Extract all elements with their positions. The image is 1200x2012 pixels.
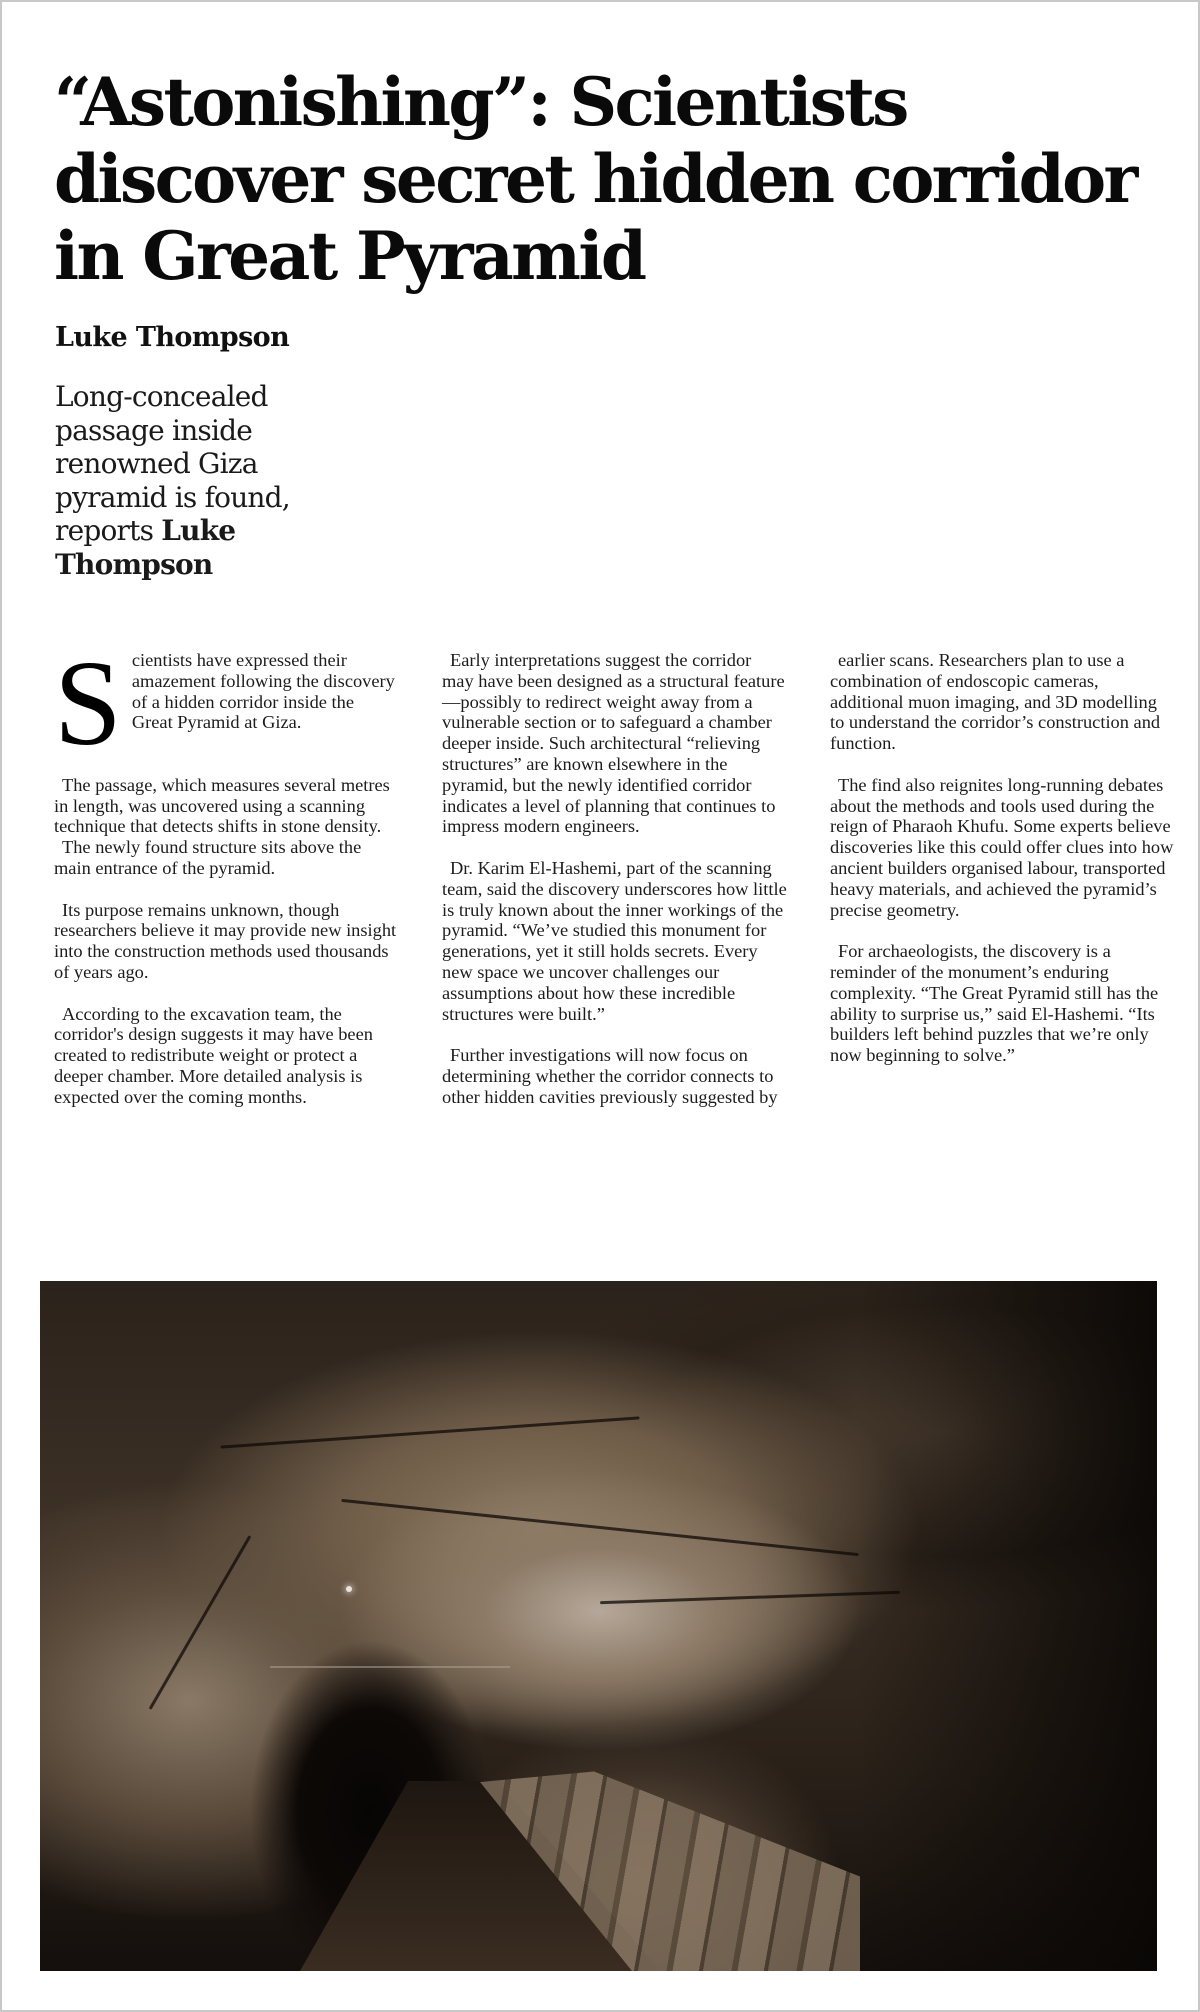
body-column-3 [830,650,1175,1066]
body-column-2 [442,650,787,1108]
drop-cap: S [54,636,122,771]
standfirst [55,380,315,581]
rock-crack [600,1591,900,1604]
byline: Luke Thompson [55,322,290,353]
body-paragraph: According to the excavation team, the corridor's design suggests it may have been created to redistribute weight or protect a deeper chamber. More detailed analysis is expected over the coming months. [54,1003,373,1107]
body-paragraph [54,636,399,771]
body-paragraph: The find also reignites long-running debates about the methods and tools used during the reign of Pharaoh Khufu. Some experts believe discoveries like this could offer clues into how ancient builders organised labour, transported heavy materials, and achieved the pyramid’s precise geometry. [830,774,1174,920]
body-paragraph: The passage, which measures several metres in length, was uncovered using a scanning technique that detects shifts in stone density. [54,774,390,837]
rock-crack [149,1535,252,1710]
body-paragraph: Further investigations will now focus on determining whether the corridor connects to other hidden cavities previously suggested by [442,1045,778,1107]
body-paragraph: Its purpose remains unknown, though researchers believe it may provide new insight into the construction methods used thousands of years ago. [54,899,397,982]
headline: “Astonishing”: Scientists discover secret hidden corridor in Great Pyramid [54,63,1136,295]
handrail [270,1666,510,1668]
body-paragraph: The newly found structure sits above the main entrance of the pyramid. [54,837,362,878]
paragraph-text: cientists have expressed their amazement following the discovery of a hidden corridor inside the Great Pyramid at Giza. [131,650,395,733]
standfirst-text: Long-concealed passage inside renowned Giza pyramid is found, reports [55,380,290,547]
body-paragraph: For archaeologists, the discovery is a reminder of the monument’s enduring complexity. “The Great Pyramid still has the ability to surprise us,” said El-Hashemi. “Its builders left behind puzzles that we’re only now beginning to solve.” [830,941,1159,1066]
rock-crack [341,1499,858,1556]
standfirst-author: Luke Thompson [55,514,236,581]
cave-tunnel-photo [40,1281,1157,1971]
body-column-1 [54,636,399,1108]
photo-shadow [857,1281,1157,1971]
body-paragraph: Early interpretations suggest the corridor may have been designed as a structural feature—possibly to redirect weight away from a vulnerable section or to safeguard a chamber deeper inside. Such architectural “relieving structures” are known elsewhere in the pyramid, but the newly identified corridor indicates a level of planning that continues to impress modern engineers. [442,650,785,837]
tunnel-light [346,1586,352,1592]
body-paragraph: Dr. Karim El-Hashemi, part of the scanning team, said the discovery underscores how little is truly known about the inner workings of the pyramid. “We’ve studied this monument for generations, yet it still holds secrets. Every new space we uncover challenges our assumptions about how these incredible structures were built.” [442,857,787,1024]
rock-crack [220,1416,639,1448]
body-paragraph: earlier scans. Researchers plan to use a combination of endoscopic cameras, additional muon imaging, and 3D modelling to understand the corridor’s construction and function. [830,650,1161,754]
